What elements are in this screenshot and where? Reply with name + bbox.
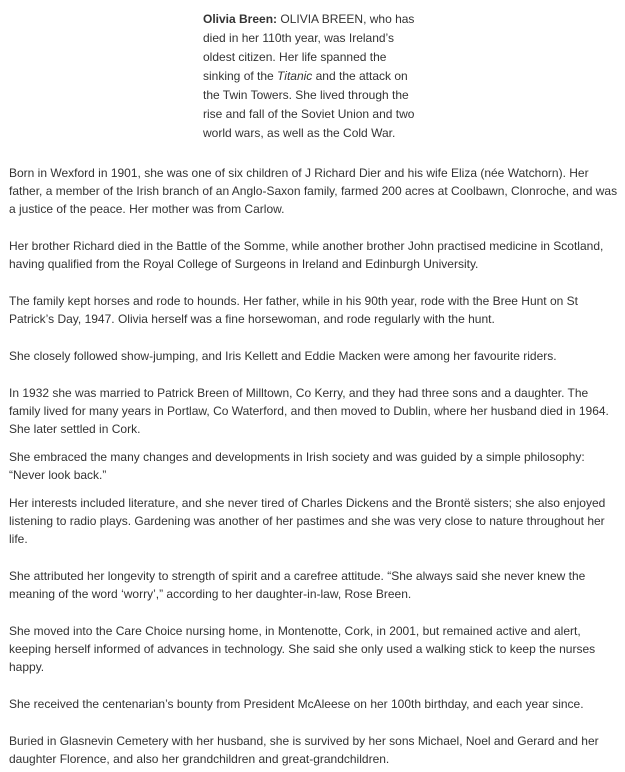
intro-text-start: OLIVIA BREEN, who has died in her 110th year, was Ireland’s oldest citizen. Her life spanned the sinking of the <box>203 12 415 83</box>
paragraph-show-jumping: She closely followed show-jumping, and Iris Kellett and Eddie Macken were among her favourite riders. <box>9 349 557 363</box>
paragraph-marriage: In 1932 she was married to Patrick Breen of Milltown, Co Kerry, and they had three sons and a daughter. The family lived for many years in Portlaw, Co Waterford, and then moved to Dublin, where her husband died in 1964. She later settled in Cork. <box>9 386 609 436</box>
paragraph-longevity: She attributed her longevity to strength of spirit and a carefree attitude. “She always said she never knew the meaning of the word ‘worry’,” according to her daughter-in-law, Rose Breen. <box>9 569 586 601</box>
article-body <box>9 164 621 768</box>
paragraph-nursing-home: She moved into the Care Choice nursing home, in Montenotte, Cork, in 2001, but remained active and alert, keeping herself informed of advances in technology. She said she only used a walking stick to keep the nurses happy. <box>9 624 596 674</box>
paragraph-interests: Her interests included literature, and she never tired of Charles Dickens and the Brontë sisters; she also enjoyed listening to radio plays. Gardening was another of her pastimes and she was very close to nature throughout her life. <box>9 496 606 546</box>
intro-italic-ship: Titanic <box>277 69 313 83</box>
paragraph-bounty: She received the centenarian’s bounty from President McAleese on her 100th birthday, and each year since. <box>9 697 584 711</box>
intro-summary <box>203 10 425 143</box>
paragraph-survivors: Buried in Glasnevin Cemetery with her husband, she is survived by her sons Michael, Noel and Gerard and her daughter Florence, and also her grandchildren and great-grandchildren. <box>9 734 599 766</box>
paragraph-philosophy: She embraced the many changes and developments in Irish society and was guided by a simple philosophy: “Never look back.” <box>9 450 585 482</box>
paragraph-early-life: Born in Wexford in 1901, she was one of six children of J Richard Dier and his wife Eliza (née Watchorn). Her father, a member of the Irish branch of an Anglo-Saxon family, farmed 200 acres at Coolbawn, Clonroche, and was a justice of the peace. Her mother was from Carlow. <box>9 166 618 216</box>
intro-text-end: and the attack on the Twin Towers. She lived through the rise and fall of the Soviet Union and two world wars, as well as the Cold War. <box>203 69 415 140</box>
paragraph-horses: The family kept horses and rode to hounds. Her father, while in his 90th year, rode with the Bree Hunt on St Patrick’s Day, 1947. Olivia herself was a fine horsewoman, and rode regularly with the hunt. <box>9 294 578 326</box>
paragraph-brothers: Her brother Richard died in the Battle of the Somme, while another brother John practised medicine in Scotland, having qualified from the Royal College of Surgeons in Ireland and Edinburgh University. <box>9 239 604 271</box>
subject-name: Olivia Breen: <box>203 12 278 26</box>
